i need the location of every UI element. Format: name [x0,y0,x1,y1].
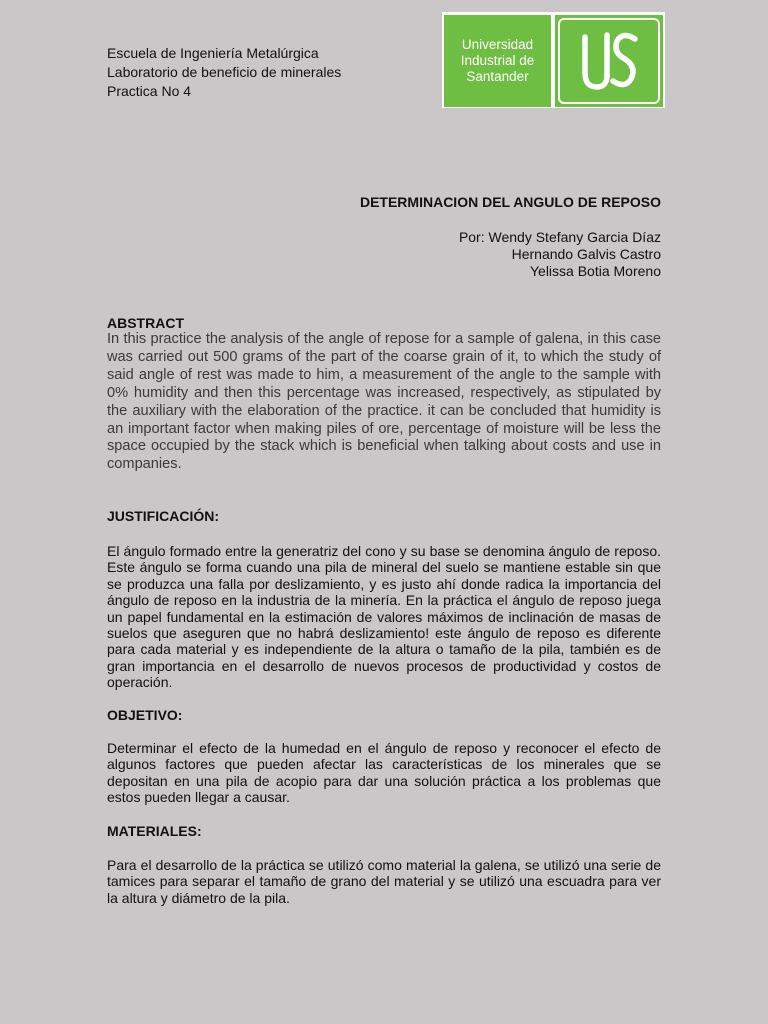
author-line: Hernando Galvis Castro [511,246,661,262]
uis-emblem [555,15,663,107]
logo-line: Industrial de [460,53,535,68]
logo-wordmark [444,15,551,107]
abstract-heading: ABSTRACT [107,315,184,331]
author-line: Yelissa Botia Moreno [529,263,661,279]
justificacion-text: El ángulo formado entre la generatriz del cono y su base se denomina ángulo de reposo. Este ángulo se forma cuando una pila de mineral del suelo se mantiene estable sin que se produzca una falla por deslizamiento, y es justo ahí donde radica la importancia del ángulo de reposo en la industria de la minería. En la práctica el ángulo de reposo juega un papel fundamental en la estimación de valores máximos de inclinación de masas de suelos que aseguren que no habrá deslizamiento! este ángulo de reposo es diferente para cada material y es independiente de la altura o tamaño de la pila, también es de gran importancia en el desarrollo de nuevos procesos de productividad y costos de operación. [107,543,661,691]
materiales-text: Para el desarrollo de la práctica se utilizó como material la galena, se utilizó una serie de tamices para separar el tamaño de grano del material y se utilizó una escuadra para ver la altura y diámetro de la pila. [107,857,661,906]
abstract-text: In this practice the analysis of the angle of repose for a sample of galena, in this case was carried out 500 grams of the part of the coarse grain of it, to which the study of said angle of rest was made to him, a measurement of the angle to the sample with 0% humidity and then this percentage was increased, respectively, as stipulated by the auxiliary with the elaboration of the practice. it can be concluded that humidity is an important factor when making piles of ore, percentage of moisture will be less the space occupied by the stack which is beneficial when talking about costs and use in companies. [107,331,661,473]
document-title: DETERMINACION DEL ANGULO DE REPOSO [359,194,661,210]
logo-line: Santander [466,69,529,84]
university-logo [442,12,665,108]
materiales-heading: MATERIALES: [107,823,202,839]
objetivo-text: Determinar el efecto de la humedad en el ángulo de reposo y reconocer el efecto de algunos factores que pueden afectar las características de los minerales que se depositan en una pila de acopio para dar una solución práctica a los problemas que estos pueden llegar a causar. [107,740,661,806]
uis-monogram-icon [555,15,663,107]
authors-block [459,229,661,280]
institution-header [107,44,341,101]
practice-number: Practica No 4 [107,83,192,99]
author-line: Por: Wendy Stefany Garcia Díaz [458,229,661,245]
school-name: Escuela de Ingeniería Metalúrgica [107,45,319,61]
objetivo-heading: OBJETIVO: [107,707,183,723]
lab-name: Laboratorio de beneficio de minerales [107,64,342,80]
justificacion-heading: JUSTIFICACIÓN: [107,508,219,524]
logo-line: Universidad [461,37,534,52]
